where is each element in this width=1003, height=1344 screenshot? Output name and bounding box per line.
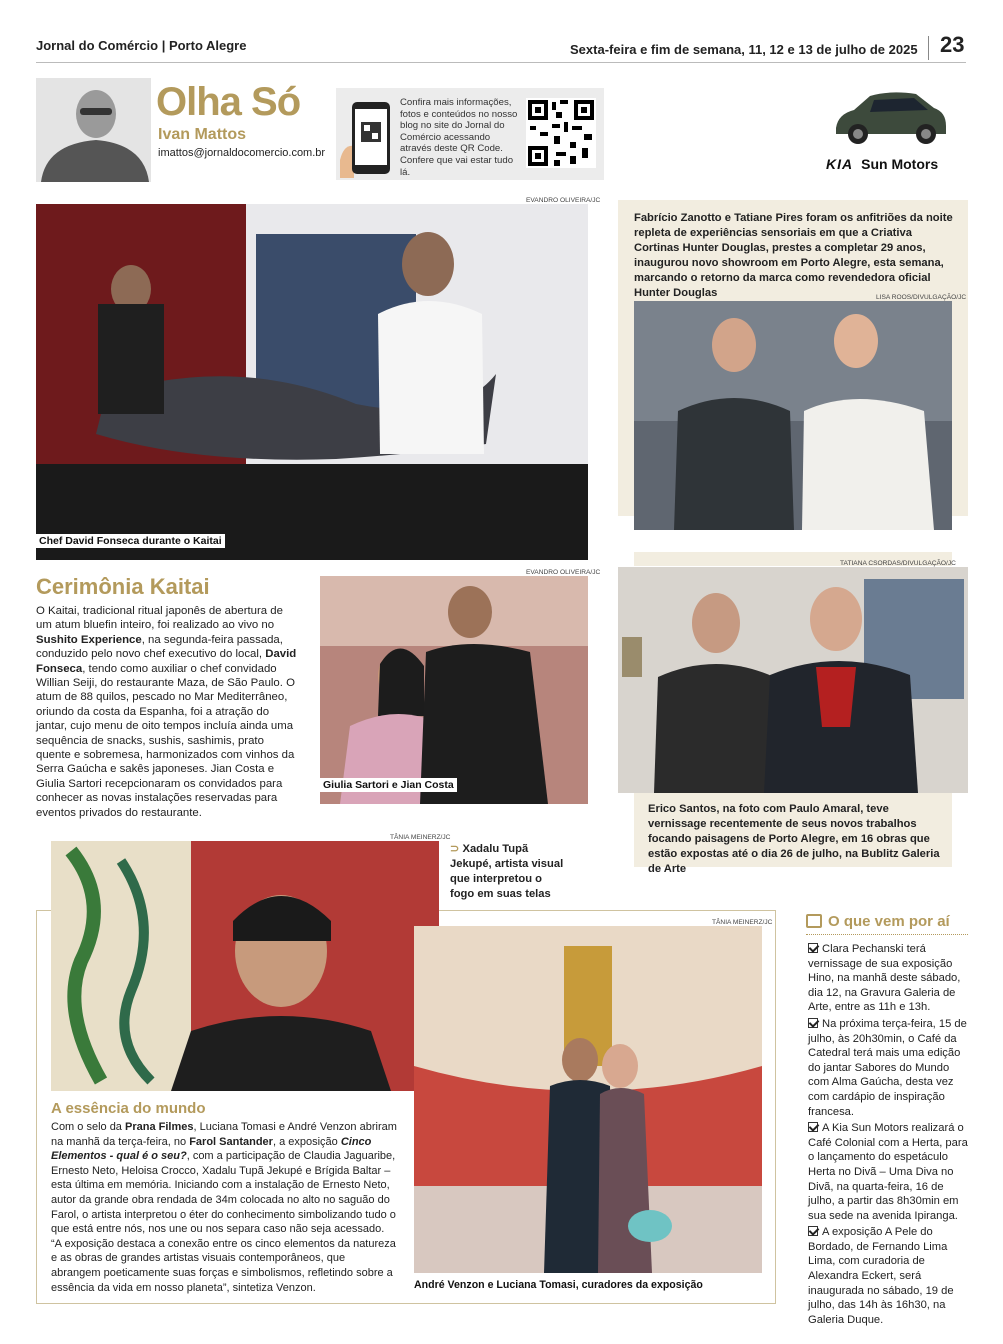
agenda-item: Clara Pechanski terá vernissage de sua exposição Hino, na manhã deste sábado, dia 12, na Gravura Galeria de Arte, entre as 11h e 13h. — [808, 943, 961, 1014]
column-author: Ivan Mattos — [158, 126, 247, 143]
calendar-icon — [806, 914, 822, 928]
phone-icon — [340, 100, 392, 178]
kaitai-main-photo — [36, 204, 588, 560]
page-number: 23 — [940, 32, 965, 57]
giulia-jian-photo — [320, 576, 588, 804]
author-email[interactable]: imattos@jornaldocomercio.com.br — [158, 147, 326, 159]
column-title: Olha Só — [156, 80, 301, 124]
section-title: A essência do mundo — [51, 1100, 206, 1117]
agenda-list — [808, 942, 968, 1327]
agenda-item: Na próxima terça-feira, 15 de julho, às 20h30min, o Café da Catedral terá mais uma edição do jantar Sabores do Mundo com Alma Gaúcha, desta vez com cardápio de inspiração francesa. — [808, 1017, 967, 1118]
hunter-douglas-photo — [634, 301, 952, 530]
checkbox-icon — [808, 943, 818, 953]
xadalu-caption: ⊃ Xadalu Tupã Jekupé, artista visual que interpretou o fogo em suas telas — [450, 843, 564, 900]
photo-credit: TÂNIA MEINERZ/JC — [390, 834, 451, 841]
photo-credit: LISA ROOS/DIVULGAÇÃO/JC — [876, 294, 967, 301]
erico-text: Erico Santos, na foto com Paulo Amaral, teve vernissage recentemente de seus novos trabalhos focando paisagens de Porto Alegre, em 16 obras que estão expostas até o dia 26 de julho, na Bublitz Galeria de Arte — [648, 803, 940, 875]
author-photo — [36, 78, 151, 182]
curadores-photo — [414, 926, 762, 1273]
car-image — [830, 84, 950, 148]
publication-name: Jornal do Comércio | Porto Alegre — [36, 38, 247, 53]
header-rule — [36, 62, 966, 63]
sponsor-name: Sun Motors — [861, 156, 939, 172]
agenda-item: A exposição A Pele do Bordado, de Fernando Lima Lima, com curadoria de Alexandra Eckert, será inaugurada no sábado, 19 de julho, das 14h às 16h30, na Galeria Duque. — [808, 1226, 954, 1326]
photo-caption: André Venzon e Luciana Tomasi, curadores da exposição — [414, 1279, 703, 1291]
xadalu-photo — [51, 841, 439, 1091]
photo-caption: Giulia Sartori e Jian Costa — [320, 778, 457, 792]
essencia-body: Com o selo da Prana Filmes, Luciana Tomasi e André Venzon abriram na manhã da terça-feira, no Farol Santander, a exposição Cinco Elementos - qual é o seu?, com a participação de Claudia Jaguaribe, Ernesto Neto, Heloisa Crocco, Xadalu Tupã Jekupé e Brígida Baltar – esta última em memória. Iniciando com a instalação de Ernesto Neto, autor da grande obra rendada de 34m colocada no alto no saguão do Farol, o artista interpretou o éter do conhecimento simbolizando tudo o que está entre nós, nos une ou nos separa caso não seja acessado. “A exposição destaca a conexão entre os cinco elementos da natureza e as obras de grandes artistas visuais contemporâneos, que abrangem poeticamente suas forças e simbolismos, refletindo sobre a essência da vida em nosso planeta”, sintetiza Venzon. — [51, 1121, 397, 1294]
section-title: Cerimônia Kaitai — [36, 574, 210, 599]
arrow-up-icon: ⊃ — [450, 843, 460, 855]
checkbox-icon — [808, 1018, 818, 1028]
sponsor-logo — [826, 156, 938, 172]
checkbox-icon — [808, 1122, 818, 1132]
photo-caption: Chef David Fonseca durante o Kaitai — [36, 534, 225, 548]
qr-code-icon[interactable] — [526, 98, 596, 168]
photo-credit: EVANDRO OLIVEIRA/JC — [526, 569, 601, 576]
agenda-header: O que vem por aí — [806, 913, 968, 935]
edition-date: Sexta-feira e fim de semana, 11, 12 e 13 de julho de 2025 — [570, 42, 918, 57]
checkbox-icon — [808, 1226, 818, 1236]
kia-logo: KIA — [826, 156, 854, 172]
qr-promo-text: Confira mais informações, fotos e conteúdos no nosso blog no site do Jornal do Comércio acessando através deste QR Code. Confere que vai estar tudo lá. — [400, 97, 518, 178]
photo-credit: EVANDRO OLIVEIRA/JC — [526, 197, 601, 204]
photo-credit: TATIANA CSORDAS/DIVULGAÇÃO/JC — [840, 560, 956, 567]
hunter-douglas-text: Fabrício Zanotto e Tatiane Pires foram os anfitriões da noite repleta de experiências sensoriais em que a Criativa Cortinas Hunter Douglas, prestes a completar 29 anos, inaugurou novo showroom em Porto Alegre, esta semana, marcando o retorno da marca como revendedora oficial Hunter Douglas — [634, 212, 953, 299]
erico-photo — [618, 567, 968, 793]
kaitai-body: O Kaitai, tradicional ritual japonês de abertura de um atum bluefin inteiro, foi realizado ao vivo no Sushito Experience, na segunda-feira passada, conduzido pelo novo chef executivo do local, David Fonseca, tendo como auxiliar o chef convidado Willian Seiji, do restaurante Maza, de São Paulo. O atum de 88 quilos, pescado no Mar Mediterrâneo, oriundo da costa da Espanha, foi a atração do jantar, cujo menu de oito tempos incluía ainda uma sequência de snacks, sushis, sashimis, prato quente e sobremesa, harmonizados com vinhos da Serra Gaúcha e sakês japoneses. Jian Costa e Giulia Sartori recepcionaram os convidados para conhecer as novas instalações reservadas para eventos privados do restaurante. — [36, 605, 297, 819]
header-divider — [928, 36, 929, 60]
photo-credit: TÂNIA MEINERZ/JC — [712, 919, 773, 926]
agenda-item: A Kia Sun Motors realizará o Café Colonial com a Herta, para o lançamento do espetáculo Herta no Divã – Uma Diva no Divã, na quarta-feira, 16 de julho, a partir das 8h30min em sua sede na avenida Ipiranga. — [808, 1122, 968, 1222]
